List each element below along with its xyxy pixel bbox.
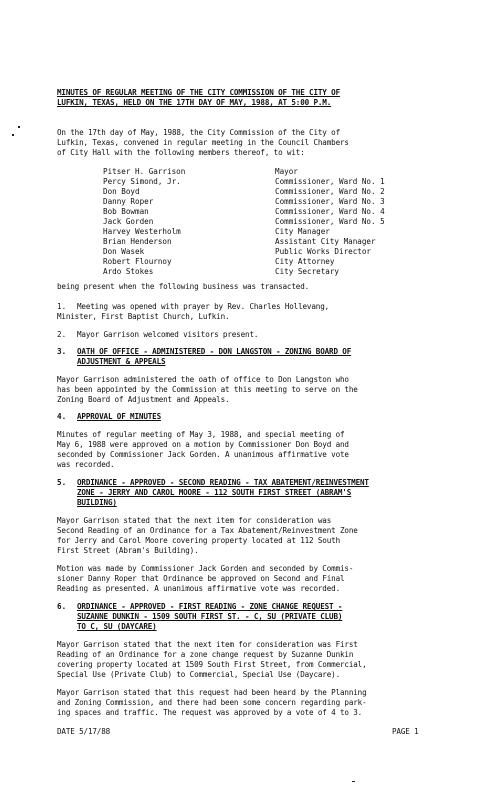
section-body: was recorded. xyxy=(57,460,115,469)
item-number: 1. xyxy=(57,302,67,311)
item-text: Mayor Garrison welcomed visitors present. xyxy=(77,330,259,339)
section-body: Second Reading of an Ordinance for a Tax Abatement/Reinvestment Zone xyxy=(57,526,358,535)
roster-name: Pitser H. Garrison xyxy=(103,167,186,176)
section-heading: ZONE - JERRY AND CAROL MOORE - 112 SOUTH FIRST STREET (ABRAM'S xyxy=(77,488,352,497)
roster-name: Ardo Stokes xyxy=(103,267,154,276)
scan-mark xyxy=(12,134,14,136)
section-number: 3. xyxy=(57,347,67,356)
section-body: Minutes of regular meeting of May 3, 1988, and special meeting of xyxy=(57,430,345,439)
item-text: Minister, First Baptist Church, Lufkin. xyxy=(57,312,230,321)
section-heading: TO C, SU (DAYCARE) xyxy=(77,622,157,631)
section-number: 5. xyxy=(57,478,67,487)
section-body: covering property located at 1509 South First Street, from Commercial, xyxy=(57,660,367,669)
roster-name: Jack Gorden xyxy=(103,217,154,226)
roster-title: City Attorney xyxy=(275,257,335,266)
footer-date: DATE 5/17/88 xyxy=(57,727,111,736)
roster-title: Public Works Director xyxy=(275,247,372,256)
roster-title: Commissioner, Ward No. 3 xyxy=(275,197,385,206)
section-heading: BUILDING) xyxy=(77,498,117,507)
roster-name: Harvey Westerholm xyxy=(103,227,181,236)
document-heading-line: LUFKIN, TEXAS, HELD ON THE 17TH DAY OF MAY, 1988, AT 5:00 P.M. xyxy=(57,98,332,107)
roster-name: Don Boyd xyxy=(103,187,140,196)
section-body: ing spaces and traffic. The request was approved by a vote of 4 to 3. xyxy=(57,708,363,717)
present-line: being present when the following business was transacted. xyxy=(57,282,310,291)
intro-line: of City Hall with the following members thereof, to wit: xyxy=(57,148,305,157)
section-body: Mayor Garrison stated that the next item for consideration was xyxy=(57,516,332,525)
intro-line: On the 17th day of May, 1988, the City Commission of the City of xyxy=(57,128,340,137)
roster-name: Brian Henderson xyxy=(103,237,172,246)
section-body: Zoning Board of Adjustment and Appeals. xyxy=(57,395,230,404)
section-heading: OATH OF OFFICE - ADMINISTERED - DON LANGSTON - ZONING BOARD OF xyxy=(77,347,352,356)
roster-title: Commissioner, Ward No. 1 xyxy=(275,177,385,186)
section-number: 6. xyxy=(57,602,67,611)
footer-page-number: PAGE 1 xyxy=(392,727,419,736)
section-body: Reading of an Ordinance for a zone change request by Suzanne Dunkin xyxy=(57,650,354,659)
section-body: has been appointed by the Commission at this meeting to serve on the xyxy=(57,385,358,394)
section-heading: ORDINANCE - APPROVED - SECOND READING - TAX ABATEMENT/REINVESTMENT xyxy=(77,478,369,487)
roster-title: Mayor xyxy=(275,167,298,176)
section-heading: ORDINANCE - APPROVED - FIRST READING - ZONE CHANGE REQUEST - xyxy=(77,602,343,611)
roster-name: Don Wasek xyxy=(103,247,145,256)
section-body: Mayor Garrison administered the oath of office to Don Langston who xyxy=(57,375,349,384)
roster-name: Percy Simond, Jr. xyxy=(103,177,181,186)
item-text: Meeting was opened with prayer by Rev. Charles Hollevang, xyxy=(77,302,330,311)
section-body: for Jerry and Carol Moore covering property located at 112 South xyxy=(57,536,340,545)
scan-mark xyxy=(18,126,20,128)
section-body: Mayor Garrison stated that the next item for consideration was First xyxy=(57,640,358,649)
section-heading: APPROVAL OF MINUTES xyxy=(77,412,162,421)
section-body: and Zoning Commission, and there had been some concern regarding park- xyxy=(57,698,367,707)
section-heading: SUZANNE DUNKIN - 1509 SOUTH FIRST ST. - C, SU (PRIVATE CLUB) xyxy=(77,612,343,621)
roster-title: Assistant City Manager xyxy=(275,237,376,246)
section-heading: ADJUSTMENT & APPEALS xyxy=(77,357,166,366)
section-body: Mayor Garrison stated that this request had been heard by the Planning xyxy=(57,688,367,697)
roster-title: Commissioner, Ward No. 4 xyxy=(275,207,385,216)
roster-title: City Manager xyxy=(275,227,330,236)
section-body: Reading as presented. A unanimous affirmative vote was recorded. xyxy=(57,584,340,593)
roster-title: City Secretary xyxy=(275,267,340,276)
section-body: Motion was made by Commissioner Jack Gorden and seconded by Commis- xyxy=(57,564,354,573)
scan-mark xyxy=(352,781,355,782)
roster-title: Commissioner, Ward No. 5 xyxy=(275,217,385,226)
roster-name: Robert Flournoy xyxy=(103,257,172,266)
section-body: May 6, 1988 were approved on a motion by Commissioner Don Boyd and xyxy=(57,440,349,449)
section-body: sioner Danny Roper that Ordinance be approved on Second and Final xyxy=(57,574,345,583)
roster-name: Danny Roper xyxy=(103,197,154,206)
roster-name: Bob Bowman xyxy=(103,207,149,216)
section-body: First Street (Abram's Building). xyxy=(57,546,199,555)
document-heading-line: MINUTES OF REGULAR MEETING OF THE CITY COMMISSION OF THE CITY OF xyxy=(57,88,340,97)
intro-line: Lufkin, Texas, convened in regular meeting in the Council Chambers xyxy=(57,138,349,147)
section-body: Special Use (Private Club) to Commercial, Special Use (Daycare). xyxy=(57,670,340,679)
section-number: 4. xyxy=(57,412,67,421)
section-body: seconded by Commissioner Jack Gorden. A unanimous affirmative vote xyxy=(57,450,349,459)
item-number: 2. xyxy=(57,330,67,339)
roster-title: Commissioner, Ward No. 2 xyxy=(275,187,385,196)
